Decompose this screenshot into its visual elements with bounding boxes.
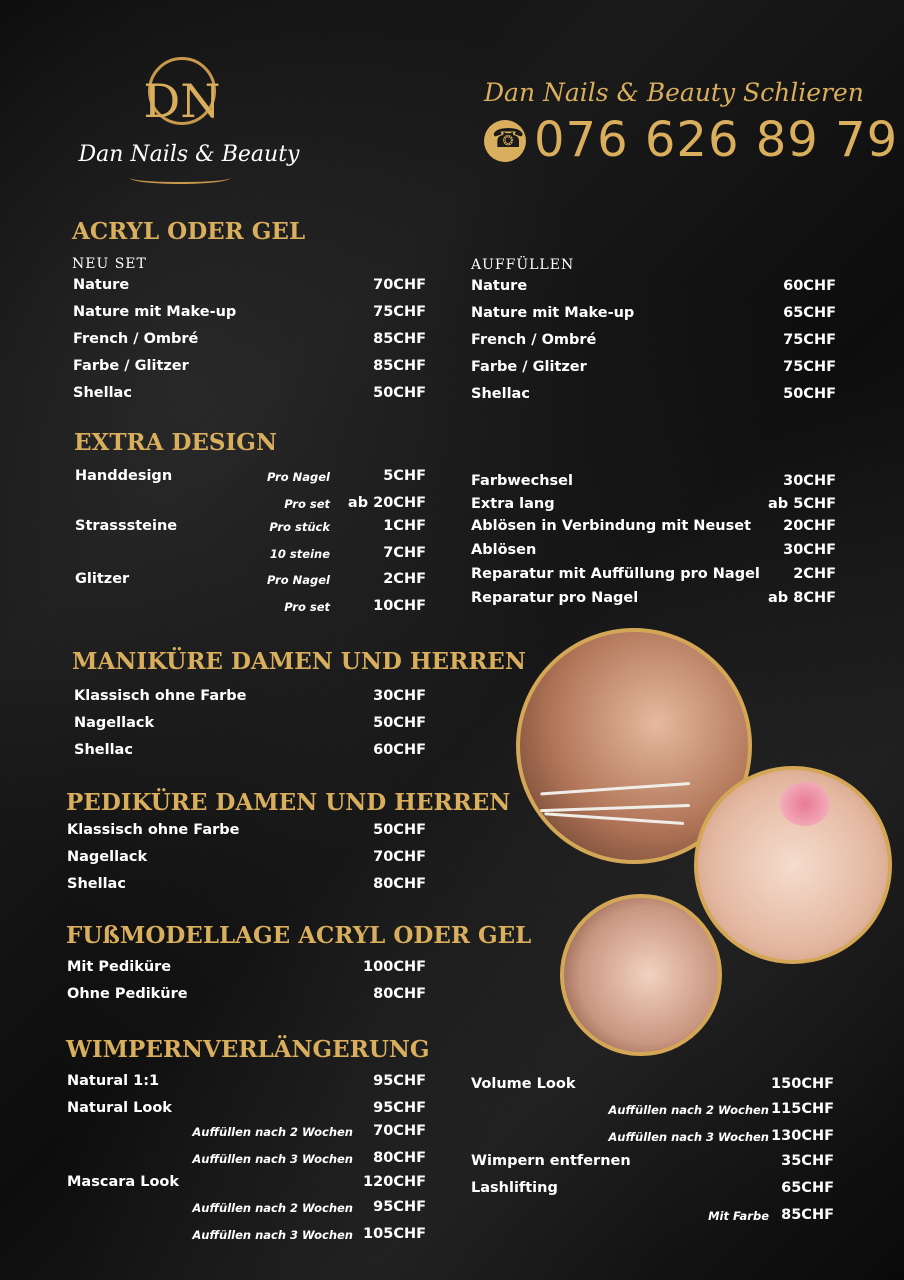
item-name: Reparatur pro Nagel <box>471 590 639 606</box>
item-price: 100CHF <box>363 959 426 975</box>
item-name: Ohne Pediküre <box>67 986 188 1002</box>
item-name: Farbe / Glitzer <box>471 359 587 375</box>
item-name: Strasssteine <box>75 518 178 534</box>
item-price: 2CHF <box>383 571 426 587</box>
photo-eyelash-extension <box>560 894 722 1056</box>
section-title-acryl: ACRYL ODER GEL <box>72 218 306 245</box>
phone-icon <box>484 120 526 162</box>
item-note: Pro Nagel <box>266 573 330 587</box>
item-name: Handdesign <box>75 468 173 484</box>
item-price: 60CHF <box>783 278 836 294</box>
item-name: Mit Pediküre <box>67 959 172 975</box>
item-price: 50CHF <box>373 822 426 838</box>
item-price: 35CHF <box>781 1153 834 1169</box>
item-price: 2CHF <box>793 566 836 582</box>
item-name: Shellac <box>73 385 132 401</box>
item-name: Klassisch ohne Farbe <box>67 822 240 838</box>
item-price: 120CHF <box>363 1174 426 1190</box>
item-price: 50CHF <box>783 386 836 402</box>
logo-text: Dan Nails & Beauty <box>78 142 300 167</box>
item-price: 75CHF <box>783 359 836 375</box>
section-title-fuss: FUßMODELLAGE ACRYL ODER GEL <box>66 922 532 949</box>
item-name: Ablösen <box>471 542 537 558</box>
item-note: Auffüllen nach 2 Wochen <box>192 1125 353 1139</box>
item-name: Glitzer <box>75 571 130 587</box>
item-price: 85CHF <box>781 1207 834 1223</box>
section-title-wimpern: WIMPERNVERLÄNGERUNG <box>66 1036 430 1063</box>
item-name: French / Ombré <box>471 332 597 348</box>
item-note: Auffüllen nach 2 Wochen <box>192 1201 353 1215</box>
item-price: 85CHF <box>373 331 426 347</box>
item-name: Lashlifting <box>471 1180 558 1196</box>
item-name: Extra lang <box>471 496 555 512</box>
item-note: Pro set <box>284 600 330 614</box>
item-name: Ablösen in Verbindung mit Neuset <box>471 518 751 534</box>
item-note: Mit Farbe <box>708 1209 769 1223</box>
item-price: 75CHF <box>783 332 836 348</box>
item-price: 1CHF <box>383 518 426 534</box>
item-name: Nagellack <box>74 715 155 731</box>
item-price: 30CHF <box>783 542 836 558</box>
section-title-extra: EXTRA DESIGN <box>74 429 277 456</box>
item-note: Pro Nagel <box>266 470 330 484</box>
item-price: 70CHF <box>373 277 426 293</box>
item-note: Auffüllen nach 3 Wochen <box>608 1130 769 1144</box>
photo-pedicure <box>694 766 892 964</box>
item-price: 50CHF <box>373 715 426 731</box>
item-name: Wimpern entfernen <box>471 1153 631 1169</box>
item-price: 30CHF <box>783 473 836 489</box>
section-title-pedikuere: PEDIKÜRE DAMEN UND HERREN <box>66 789 511 816</box>
phone-number[interactable]: 076 626 89 79 <box>534 112 899 168</box>
item-price: 20CHF <box>783 518 836 534</box>
item-note: Pro set <box>284 497 330 511</box>
item-price: 70CHF <box>373 1123 426 1139</box>
item-name: Nature <box>73 277 130 293</box>
item-price: 95CHF <box>373 1100 426 1116</box>
item-price: ab 8CHF <box>768 590 836 606</box>
section-title-manikuere: MANIKÜRE DAMEN UND HERREN <box>72 648 526 675</box>
item-name: Klassisch ohne Farbe <box>74 688 247 704</box>
item-name: Volume Look <box>471 1076 576 1092</box>
item-note: Auffüllen nach 3 Wochen <box>192 1228 353 1242</box>
item-price: 60CHF <box>373 742 426 758</box>
rose-decoration <box>780 782 830 826</box>
item-price: 50CHF <box>373 385 426 401</box>
item-name: Reparatur mit Auffüllung pro Nagel <box>471 566 760 582</box>
logo-letters: DN <box>143 74 221 128</box>
item-name: Shellac <box>67 876 126 892</box>
item-price: 80CHF <box>373 876 426 892</box>
item-name: Natural Look <box>67 1100 172 1116</box>
item-name: Shellac <box>74 742 133 758</box>
item-price: 150CHF <box>771 1076 834 1092</box>
logo-swirl <box>130 172 230 184</box>
subtitle-auffuellen: AUFFÜLLEN <box>471 257 575 273</box>
subtitle-neu-set: NEU SET <box>72 256 147 272</box>
item-name: Nature mit Make-up <box>471 305 635 321</box>
logo-monogram <box>140 55 224 130</box>
item-note: 10 steine <box>269 547 330 561</box>
item-price: 130CHF <box>771 1128 834 1144</box>
item-name: Farbwechsel <box>471 473 573 489</box>
item-price: 115CHF <box>771 1101 834 1117</box>
item-price: 7CHF <box>383 545 426 561</box>
item-price: ab 5CHF <box>768 496 836 512</box>
item-note: Pro stück <box>269 520 330 534</box>
item-price: 85CHF <box>373 358 426 374</box>
item-price: ab 20CHF <box>347 495 426 511</box>
item-price: 80CHF <box>373 1150 426 1166</box>
item-name: Mascara Look <box>67 1174 180 1190</box>
brand-title: Dan Nails & Beauty Schlieren <box>484 78 864 107</box>
item-price: 80CHF <box>373 986 426 1002</box>
item-price: 70CHF <box>373 849 426 865</box>
item-note: Auffüllen nach 2 Wochen <box>608 1103 769 1117</box>
item-price: 95CHF <box>373 1073 426 1089</box>
item-price: 105CHF <box>363 1226 426 1242</box>
item-price: 5CHF <box>383 468 426 484</box>
item-price: 10CHF <box>373 598 426 614</box>
item-name: Natural 1:1 <box>67 1073 160 1089</box>
item-note: Auffüllen nach 3 Wochen <box>192 1152 353 1166</box>
item-name: French / Ombré <box>73 331 199 347</box>
item-name: Shellac <box>471 386 530 402</box>
item-price: 65CHF <box>781 1180 834 1196</box>
item-name: Nature <box>471 278 528 294</box>
item-name: Nagellack <box>67 849 148 865</box>
item-name: Farbe / Glitzer <box>73 358 189 374</box>
item-price: 95CHF <box>373 1199 426 1215</box>
item-name: Nature mit Make-up <box>73 304 237 320</box>
item-price: 65CHF <box>783 305 836 321</box>
item-price: 30CHF <box>373 688 426 704</box>
item-price: 75CHF <box>373 304 426 320</box>
